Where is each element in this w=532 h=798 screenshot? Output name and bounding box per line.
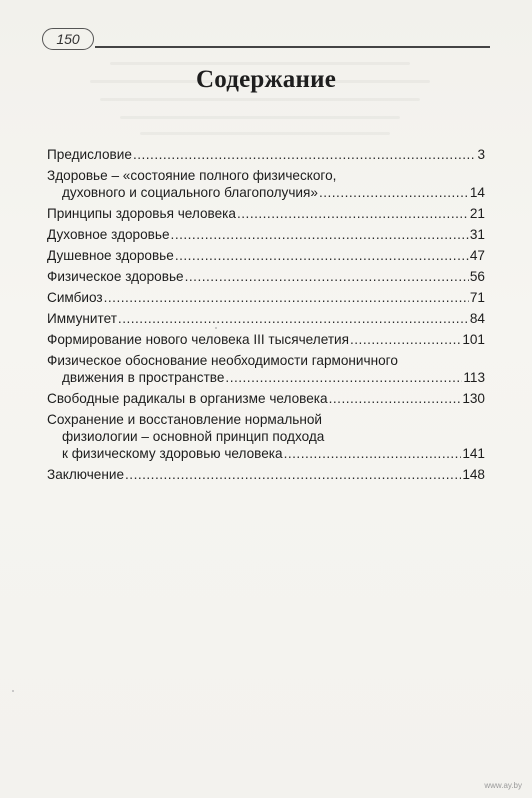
header-rule xyxy=(95,46,490,48)
toc-entry-line xyxy=(47,310,485,327)
toc-entry-line xyxy=(47,411,485,428)
toc-page-number: 71 xyxy=(469,290,485,305)
toc-page-number: 148 xyxy=(462,467,485,482)
toc-entry-title: Физическое здоровье xyxy=(47,269,184,284)
toc-dot-leader xyxy=(175,247,469,264)
bleed-through-line xyxy=(120,116,400,119)
toc-entry xyxy=(47,167,485,201)
toc-entry-line xyxy=(47,352,485,369)
watermark: www.ay.by xyxy=(484,781,522,790)
toc-entry xyxy=(47,146,485,163)
bleed-through-line xyxy=(110,62,410,65)
toc-page-number: 47 xyxy=(469,248,485,263)
toc-entry-title: Физическое обоснование необходимости гармоничного xyxy=(47,353,398,368)
toc-dot-leader xyxy=(118,310,469,327)
toc-entry xyxy=(47,466,485,483)
toc-entry-title: движения в пространстве xyxy=(62,370,225,385)
toc-page-number: 14 xyxy=(469,185,485,200)
bleed-through-line xyxy=(100,98,420,101)
toc-entry-line xyxy=(47,289,485,306)
toc-entry xyxy=(47,268,485,285)
toc-entry xyxy=(47,390,485,407)
toc-entry-line xyxy=(47,268,485,285)
toc-entry xyxy=(47,352,485,386)
toc-entry-line xyxy=(47,247,485,264)
toc-entry xyxy=(47,226,485,243)
toc-entry-title: Формирование нового человека III тысячелетия xyxy=(47,332,349,347)
toc-entry-title: Сохранение и восстановление нормальной xyxy=(47,412,322,427)
toc-entry-line xyxy=(47,205,485,222)
toc-entry-title: Душевное здоровье xyxy=(47,248,174,263)
toc-entry xyxy=(47,411,485,462)
toc-dot-leader xyxy=(225,369,462,386)
toc-entry-title: Иммунитет xyxy=(47,311,117,326)
toc-entry xyxy=(47,331,485,348)
toc-entry-line xyxy=(47,445,485,462)
toc-entry-title: физиологии – основной принцип подхода xyxy=(62,429,325,444)
toc-entry-line xyxy=(47,146,485,163)
toc-entry-title: Предисловие xyxy=(47,147,132,162)
toc-dot-leader xyxy=(185,268,469,285)
toc-page-number: 3 xyxy=(477,147,485,162)
toc-entry-title: Здоровье – «состояние полного физического, xyxy=(47,168,337,183)
toc-page-number: 31 xyxy=(469,227,485,242)
toc-page-number: 56 xyxy=(469,269,485,284)
toc-page-number: 101 xyxy=(462,332,485,347)
toc-dot-leader xyxy=(125,466,461,483)
toc-entry xyxy=(47,289,485,306)
toc-page-number: 113 xyxy=(463,370,485,385)
toc-page-number: 141 xyxy=(462,446,485,461)
toc-entry-line xyxy=(47,226,485,243)
toc-dot-leader xyxy=(171,226,469,243)
toc-entry-line xyxy=(47,184,485,201)
toc-dot-leader xyxy=(237,205,469,222)
paper-speck xyxy=(12,690,14,692)
toc-entry-title: Заключение xyxy=(47,467,125,482)
toc-entry xyxy=(47,247,485,264)
toc-entry xyxy=(47,205,485,222)
toc-dot-leader xyxy=(350,331,461,348)
toc-dot-leader xyxy=(104,289,469,306)
toc-entry-line xyxy=(47,390,485,407)
toc-page-number: 130 xyxy=(462,391,485,406)
toc-entry-title: духовного и социального благополучия» xyxy=(62,185,318,200)
toc-entry-line xyxy=(47,428,485,445)
toc-entry-line xyxy=(47,331,485,348)
bleed-through-line xyxy=(140,132,390,135)
page-number: 150 xyxy=(42,28,94,50)
toc-dot-leader xyxy=(319,184,469,201)
toc-entry xyxy=(47,310,485,327)
paper-speck xyxy=(215,327,217,329)
page-title: Содержание xyxy=(195,66,336,93)
toc-dot-leader xyxy=(329,390,462,407)
toc-entry-title: Симбиоз xyxy=(47,290,103,305)
toc-entry-line xyxy=(47,167,485,184)
toc-dot-leader xyxy=(284,445,462,462)
toc-entry-title: Духовное здоровье xyxy=(47,227,170,242)
toc-entry-title: к физическому здоровью человека xyxy=(62,446,283,461)
toc-entry-title: Принципы здоровья человека xyxy=(47,206,236,221)
toc-entry-title: Свободные радикалы в организме человека xyxy=(47,391,328,406)
toc-entry-line xyxy=(47,369,485,386)
toc-page-number: 84 xyxy=(469,311,485,326)
toc-entry-line xyxy=(47,466,485,483)
table-of-contents xyxy=(47,146,485,487)
toc-page-number: 21 xyxy=(469,206,485,221)
toc-dot-leader xyxy=(133,146,477,163)
